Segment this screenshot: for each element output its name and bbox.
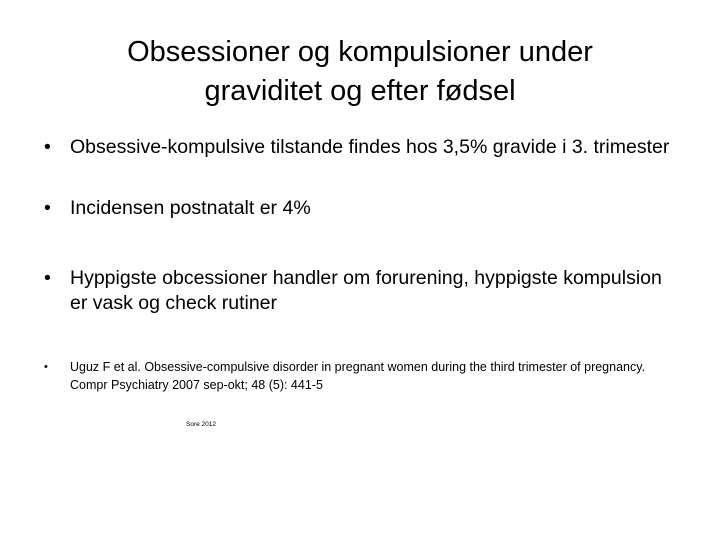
slide-title-line-2: graviditet og efter fødsel [204,75,516,107]
bullet-text: Incidensen postnatalt er 4% [70,197,311,219]
bullet-marker-icon: • [44,197,51,219]
bullet-text: Hyppigste obcessioner handler om forurening, hyppigste kompulsion er vask og check rutiner [70,267,662,314]
bullet-item-reference [44,358,684,394]
bullet-item-obsessions [44,266,684,316]
slide-title-line-1: Obsessioner og kompulsioner under [127,36,593,68]
slide-footer: Sore 2012 [186,421,216,428]
bullet-marker-icon: • [44,361,48,373]
bullet-marker-icon: • [44,267,51,289]
bullet-marker-icon: • [44,136,51,158]
bullet-item-incidence [44,196,684,221]
reference-text: Uguz F et al. Obsessive-compulsive disorder in pregnant women during the third trimester of pregnancy. Compr Psychiatry 2007 sep-okt; 48 (5): 441-5 [70,360,646,392]
bullet-item-prevalence [44,135,684,160]
slide-title [60,33,660,111]
bullet-text: Obsessive-kompulsive tilstande findes hos 3,5% gravide i 3. trimester [70,136,670,158]
